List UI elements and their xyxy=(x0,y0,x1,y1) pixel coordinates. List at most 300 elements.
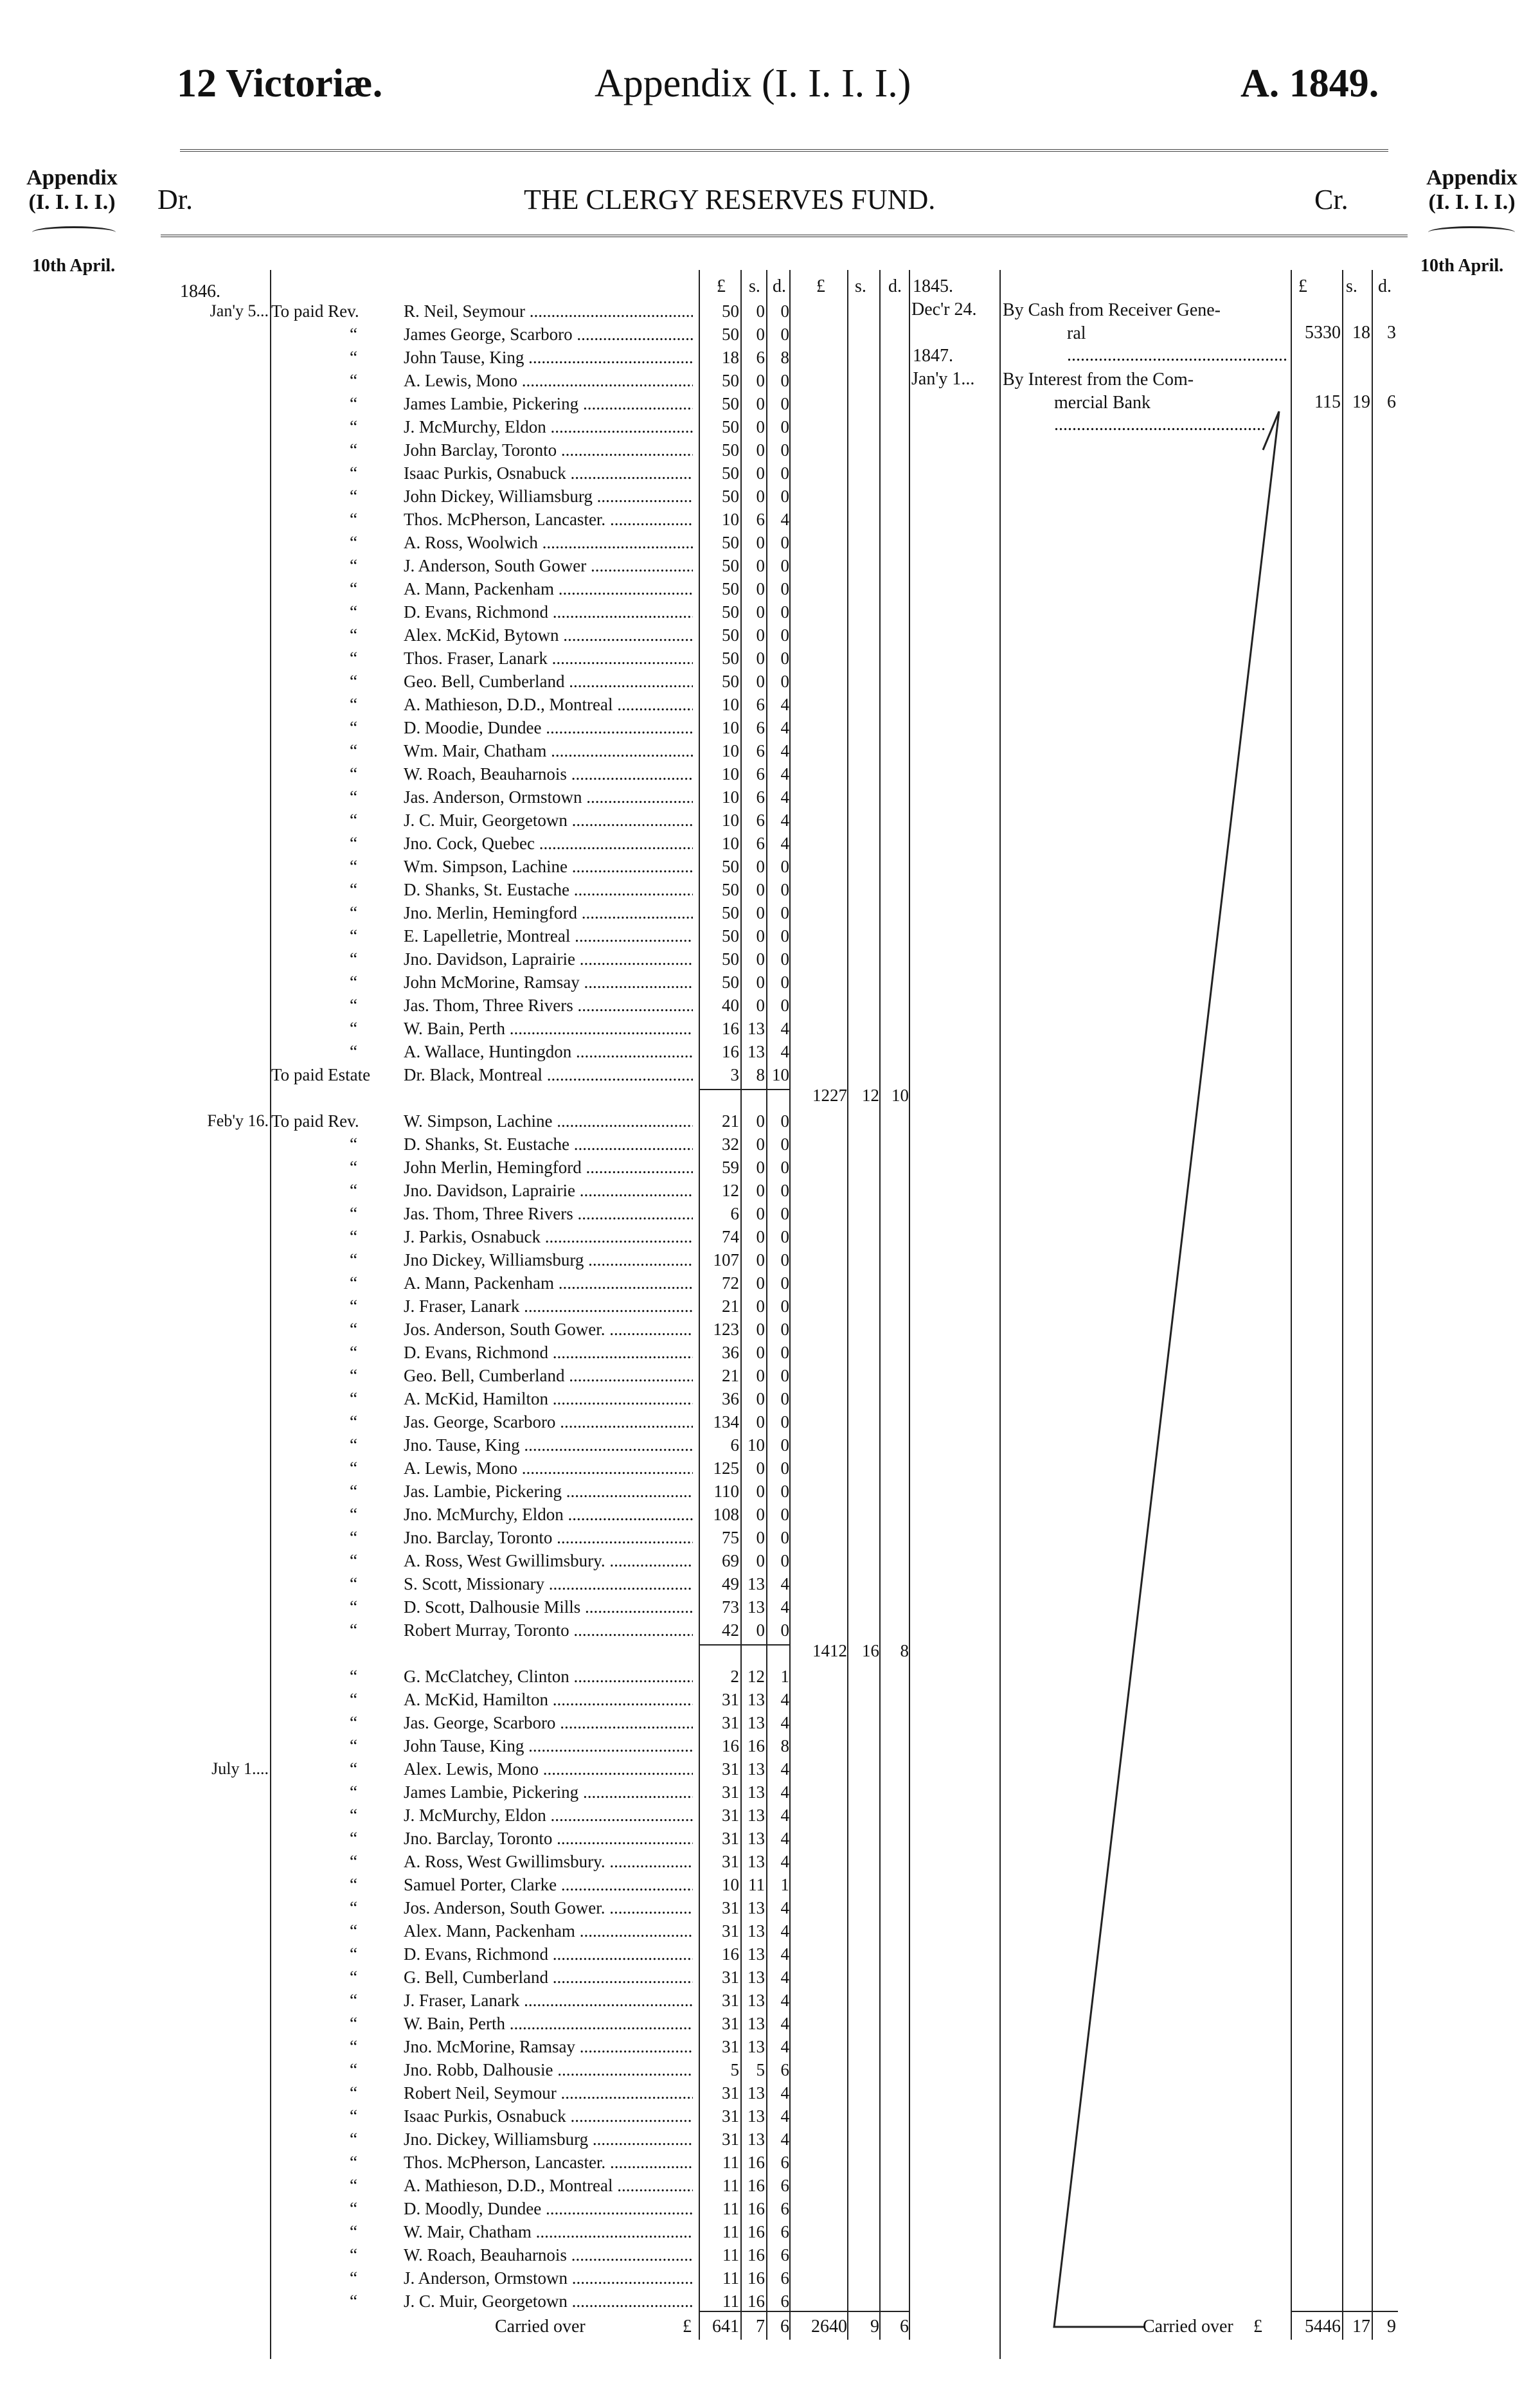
cell-l: 31 xyxy=(722,1759,739,1779)
cell-l: 50 xyxy=(722,417,739,436)
credit-amount-2-pound: 115 xyxy=(1314,392,1341,412)
cell-desc: Jno. McMorine, Ramsay ..... xyxy=(404,2035,693,2058)
cell-s: 0 xyxy=(756,1250,765,1269)
cell-desc: D. Evans, Richmond ..... xyxy=(404,1942,693,1966)
cell-d: 0 xyxy=(780,649,789,668)
cell-s: 0 xyxy=(756,602,765,622)
cell-s: 13 xyxy=(748,1991,765,2010)
debit-carried-total-pence: 6 xyxy=(900,2317,909,2337)
cell-d: 0 xyxy=(780,1111,789,1131)
cell-s: 13 xyxy=(748,1759,765,1779)
cell-d: 0 xyxy=(780,602,789,622)
cell-desc: Jas. Thom, Three Rivers ..... xyxy=(404,1202,693,1225)
side-note-right-line2: (I. I. I. I.) xyxy=(1428,190,1516,214)
cell-l: 10 xyxy=(722,811,739,830)
debit-carried-rule xyxy=(699,2311,909,2312)
cell-desc: J. C. Muir, Georgetown ..... xyxy=(404,2290,693,2313)
cell-d: 0 xyxy=(780,463,789,483)
cell-ditto: “ xyxy=(350,1158,357,1177)
cell-ditto: “ xyxy=(350,2060,357,2079)
cell-ditto: “ xyxy=(350,440,357,460)
cell-d: 0 xyxy=(780,487,789,506)
cell-ditto: “ xyxy=(350,1389,357,1408)
cell-d: 4 xyxy=(780,787,789,807)
cell-l: 134 xyxy=(713,1412,739,1431)
cell-s: 0 xyxy=(756,371,765,390)
cell-desc: A. Mathieson, D.D., Montreal ..... xyxy=(404,693,693,716)
cell-ditto: “ xyxy=(350,926,357,946)
cell-desc: John Barclay, Toronto ..... xyxy=(404,438,693,462)
cell-s: 6 xyxy=(756,510,765,529)
cell-desc: John Dickey, Williamsburg ..... xyxy=(404,485,693,508)
cell-desc: Thos. McPherson, Lancaster. ..... xyxy=(404,2151,693,2174)
cell-l: 72 xyxy=(722,1273,739,1293)
cell-l: 6 xyxy=(730,1435,739,1455)
cell-ditto: “ xyxy=(350,903,357,922)
cell-desc: Jos. Anderson, South Gower. ..... xyxy=(404,1896,693,1919)
credit-amount-2-pence: 6 xyxy=(1387,392,1396,412)
cell-l: 11 xyxy=(722,2176,739,2195)
cell-d: 4 xyxy=(780,1898,789,1917)
cell-d: 0 xyxy=(780,996,789,1015)
cell-l: 50 xyxy=(722,371,739,390)
cell-l: 16 xyxy=(722,1019,739,1038)
cell-desc: W. Bain, Perth ..... xyxy=(404,1017,693,1040)
cell-l: 31 xyxy=(722,1713,739,1732)
cell-s: 0 xyxy=(756,1273,765,1293)
side-note-left-line2: (I. I. I. I.) xyxy=(28,190,116,214)
cell-ditto: “ xyxy=(350,625,357,645)
cell-desc: Jno. Davidson, Laprairie ..... xyxy=(404,1179,693,1202)
side-note-left-line1: Appendix xyxy=(26,166,118,190)
cell-desc: Isaac Purkis, Osnabuck ..... xyxy=(404,2104,693,2128)
cr-col-pence: d. xyxy=(1378,276,1392,296)
cell-date: Feb'y 16. xyxy=(207,1111,269,1130)
cell-s: 0 xyxy=(756,973,765,992)
cell-ditto: “ xyxy=(350,533,357,552)
cell-desc: A. Wallace, Huntingdon ..... xyxy=(404,1040,693,1063)
cell-ditto: “ xyxy=(350,2292,357,2311)
cell-s: 13 xyxy=(748,1574,765,1593)
credit-desc-1a: By Cash from Receiver Gene- xyxy=(1003,300,1221,320)
cell-s: 13 xyxy=(748,1898,765,1917)
cell-desc: Jno. Barclay, Toronto ..... xyxy=(404,1526,693,1549)
cell-s: 6 xyxy=(756,811,765,830)
cell-ditto: “ xyxy=(350,1968,357,1987)
cell-desc: Jno. Davidson, Laprairie ..... xyxy=(404,947,693,971)
cell-d: 0 xyxy=(780,533,789,552)
cell-ditto: “ xyxy=(350,2083,357,2103)
cell-d: 4 xyxy=(780,510,789,529)
cell-desc: Robert Murray, Toronto ..... xyxy=(404,1619,693,1642)
cell-s: 0 xyxy=(756,1528,765,1547)
cell-desc: Alex. Mann, Packenham ..... xyxy=(404,1919,693,1942)
cell-s: 0 xyxy=(756,417,765,436)
cell-s: 0 xyxy=(756,672,765,691)
credit-year-2: 1847. xyxy=(913,346,953,366)
cell-desc: E. Lapelletrie, Montreal ..... xyxy=(404,924,693,947)
cell-d: 0 xyxy=(780,1320,789,1339)
cell-l: 16 xyxy=(722,1944,739,1964)
cell-l: 16 xyxy=(722,1042,739,1061)
cell-ditto: “ xyxy=(350,764,357,784)
cell-d: 0 xyxy=(780,556,789,575)
cell-l: 16 xyxy=(722,1736,739,1755)
cell-d: 0 xyxy=(780,440,789,460)
cell-d: 4 xyxy=(780,1574,789,1593)
cell-s: 0 xyxy=(756,1158,765,1177)
subtotal-s: 16 xyxy=(862,1641,879,1660)
cell-desc: Jno Dickey, Williamsburg ..... xyxy=(404,1248,693,1271)
cell-l: 31 xyxy=(722,1829,739,1848)
cell-desc: Thos. Fraser, Lanark ..... xyxy=(404,647,693,670)
cell-s: 0 xyxy=(756,857,765,876)
cell-s: 0 xyxy=(756,1366,765,1385)
cell-l: 50 xyxy=(722,579,739,598)
cell-s: 6 xyxy=(756,787,765,807)
cell-d: 4 xyxy=(780,1921,789,1941)
cell-l: 10 xyxy=(722,741,739,760)
cell-ditto: “ xyxy=(350,973,357,992)
cell-ditto: “ xyxy=(350,1042,357,1061)
cell-ditto: “ xyxy=(350,1782,357,1802)
credit-carried-pound: 5446 xyxy=(1305,2317,1341,2337)
cell-ditto: “ xyxy=(350,718,357,737)
cell-l: 50 xyxy=(722,602,739,622)
cell-l: 31 xyxy=(722,1968,739,1987)
cell-desc: W. Simpson, Lachine ..... xyxy=(404,1109,693,1133)
cell-s: 6 xyxy=(756,834,765,853)
cell-desc: W. Roach, Beauharnois ..... xyxy=(404,762,693,785)
cell-l: 11 xyxy=(722,2292,739,2311)
cell-ditto: “ xyxy=(350,2176,357,2195)
cr-label: Cr. xyxy=(1314,184,1348,215)
cell-l: 31 xyxy=(722,2037,739,2056)
cell-l: 31 xyxy=(722,1921,739,1941)
cell-desc: Jas. Lambie, Pickering ..... xyxy=(404,1480,693,1503)
cell-s: 0 xyxy=(756,579,765,598)
cell-d: 0 xyxy=(780,394,789,413)
cell-d: 6 xyxy=(780,2245,789,2265)
cell-ditto: “ xyxy=(350,996,357,1015)
cell-desc: Jno. Barclay, Toronto ..... xyxy=(404,1827,693,1850)
cell-desc: J. Fraser, Lanark ..... xyxy=(404,1989,693,2012)
cell-d: 4 xyxy=(780,1852,789,1871)
cell-desc: James Lambie, Pickering ..... xyxy=(404,1781,693,1804)
cell-ditto: “ xyxy=(350,811,357,830)
cell-d: 0 xyxy=(780,1505,789,1524)
cell-l: 74 xyxy=(722,1227,739,1246)
cell-l: 50 xyxy=(722,394,739,413)
cell-l: 50 xyxy=(722,556,739,575)
cell-d: 8 xyxy=(780,1736,789,1755)
cell-ditto: “ xyxy=(350,487,357,506)
cell-d: 0 xyxy=(780,1181,789,1200)
cell-l: 50 xyxy=(722,926,739,946)
cell-d: 4 xyxy=(780,2130,789,2149)
cell-l: 31 xyxy=(722,2130,739,2149)
cell-desc: John Merlin, Hemingford ..... xyxy=(404,1156,693,1179)
debit-carried-pound: 641 xyxy=(712,2317,739,2337)
cell-s: 6 xyxy=(756,348,765,367)
cell-d: 4 xyxy=(780,741,789,760)
cell-s: 16 xyxy=(748,2176,765,2195)
cell-l: 50 xyxy=(722,463,739,483)
cell-desc: W. Roach, Beauharnois ..... xyxy=(404,2243,693,2266)
cell-s: 13 xyxy=(748,1019,765,1038)
cell-s: 13 xyxy=(748,1968,765,1987)
cell-l: 10 xyxy=(722,510,739,529)
cell-s: 0 xyxy=(756,625,765,645)
cell-desc: Jno. Merlin, Hemingford ..... xyxy=(404,901,693,924)
cell-ditto: “ xyxy=(350,1736,357,1755)
cell-l: 50 xyxy=(722,440,739,460)
cell-desc: A. Ross, West Gwillimsbury. ..... xyxy=(404,1549,693,1572)
header-right: A. 1849. xyxy=(1240,62,1379,105)
cr-col-pound: £ xyxy=(1298,276,1307,296)
cell-ditto: “ xyxy=(350,602,357,622)
cell-ditto: “ xyxy=(350,1898,357,1917)
cell-l: 75 xyxy=(722,1528,739,1547)
cell-s: 6 xyxy=(756,695,765,714)
cell-d: 0 xyxy=(780,325,789,344)
cell-s: 13 xyxy=(748,1597,765,1617)
cell-s: 0 xyxy=(756,1458,765,1478)
cell-ditto: “ xyxy=(350,1458,357,1478)
cell-s: 6 xyxy=(756,764,765,784)
cell-l: 21 xyxy=(722,1111,739,1131)
credit-desc-1b: ral ..... xyxy=(1067,323,1289,366)
cell-l: 50 xyxy=(722,880,739,899)
cell-d: 0 xyxy=(780,1343,789,1362)
cell-s: 0 xyxy=(756,880,765,899)
cell-desc: A. Ross, West Gwillimsbury. ..... xyxy=(404,1850,693,1873)
cell-ditto: “ xyxy=(350,741,357,760)
cell-d: 6 xyxy=(780,2292,789,2311)
cell-ditto: “ xyxy=(350,1852,357,1871)
cell-desc: G. McClatchey, Clinton ..... xyxy=(404,1665,693,1688)
cell-ditto: “ xyxy=(350,1343,357,1362)
cell-d: 0 xyxy=(780,1296,789,1316)
cell-desc: Robert Neil, Seymour ..... xyxy=(404,2081,693,2104)
cell-ditto: “ xyxy=(350,2106,357,2126)
cell-d: 0 xyxy=(780,1528,789,1547)
cell-d: 8 xyxy=(780,348,789,367)
cell-l: 50 xyxy=(722,533,739,552)
credit-carried-rule xyxy=(1292,2311,1398,2312)
cell-s: 16 xyxy=(748,2222,765,2241)
cell-ditto: “ xyxy=(350,1991,357,2010)
cell-d: 6 xyxy=(780,2222,789,2241)
cell-ditto: “ xyxy=(350,1528,357,1547)
cell-s: 13 xyxy=(748,1829,765,1848)
cell-desc: J. McMurchy, Eldon ..... xyxy=(404,1804,693,1827)
cell-s: 13 xyxy=(748,1852,765,1871)
debit-carried-label: Carried over xyxy=(495,2317,586,2337)
cell-d: 0 xyxy=(780,1227,789,1246)
cell-desc: W. Bain, Perth ..... xyxy=(404,2012,693,2035)
cell-desc: J. Fraser, Lanark ..... xyxy=(404,1295,693,1318)
cell-ditto: “ xyxy=(350,2222,357,2241)
cell-l: 2 xyxy=(730,1667,739,1686)
cell-ditto: “ xyxy=(350,672,357,691)
credit-carried-shilling: 17 xyxy=(1352,2317,1370,2337)
cell-ditto: “ xyxy=(350,463,357,483)
cell-d: 0 xyxy=(780,625,789,645)
cell-ditto: “ xyxy=(350,1944,357,1964)
cell-date: Jan'y 5... xyxy=(210,301,269,320)
cell-d: 4 xyxy=(780,764,789,784)
cell-s: 6 xyxy=(756,741,765,760)
fund-title: THE CLERGY RESERVES FUND. xyxy=(524,184,936,215)
cell-ditto: “ xyxy=(350,2153,357,2172)
cell-ditto: “ xyxy=(350,1435,357,1455)
cell-desc: A. McKid, Hamilton ..... xyxy=(404,1688,693,1711)
cell-d: 0 xyxy=(780,371,789,390)
cell-l: 50 xyxy=(722,903,739,922)
cell-desc: Jas. Anderson, Ormstown ..... xyxy=(404,785,693,809)
cell-desc: John Tause, King ..... xyxy=(404,346,693,369)
cell-desc: J. McMurchy, Eldon ..... xyxy=(404,415,693,438)
credit-amount-1-shilling: 18 xyxy=(1352,323,1370,343)
cell-l: 50 xyxy=(722,301,739,321)
cell-ditto: “ xyxy=(350,1759,357,1779)
cell-ditto: “ xyxy=(350,1620,357,1640)
cell-s: 0 xyxy=(756,556,765,575)
cell-ditto: “ xyxy=(350,325,357,344)
cell-desc: Alex. McKid, Bytown ..... xyxy=(404,623,693,647)
cr-col-shilling: s. xyxy=(1346,276,1357,296)
cell-d: 0 xyxy=(780,1435,789,1455)
cell-l: 31 xyxy=(722,1991,739,2010)
cell-l: 12 xyxy=(722,1181,739,1200)
cell-ditto: “ xyxy=(350,579,357,598)
cell-desc: D. Evans, Richmond ..... xyxy=(404,1341,693,1364)
cell-l: 31 xyxy=(722,1806,739,1825)
cell-s: 16 xyxy=(748,2268,765,2288)
side-date-left: 10th April. xyxy=(32,256,116,276)
cell-d: 0 xyxy=(780,1412,789,1431)
cell-s: 0 xyxy=(756,1482,765,1501)
cell-l: 50 xyxy=(722,487,739,506)
cell-l: 36 xyxy=(722,1343,739,1362)
cell-d: 4 xyxy=(780,1944,789,1964)
cell-ditto: “ xyxy=(350,1806,357,1825)
cell-d: 0 xyxy=(780,1366,789,1385)
cell-d: 4 xyxy=(780,1991,789,2010)
cell-s: 13 xyxy=(748,2130,765,2149)
cell-s: 10 xyxy=(748,1435,765,1455)
cell-desc: Wm. Mair, Chatham ..... xyxy=(404,739,693,762)
cell-l: 108 xyxy=(713,1505,739,1524)
cell-s: 16 xyxy=(748,2199,765,2218)
cell-ditto: “ xyxy=(350,2268,357,2288)
cell-desc: J. C. Muir, Georgetown ..... xyxy=(404,809,693,832)
cell-l: 11 xyxy=(722,2199,739,2218)
cell-pre: To paid Rev. xyxy=(271,301,359,321)
cell-d: 4 xyxy=(780,1019,789,1038)
cell-l: 123 xyxy=(713,1320,739,1339)
cell-d: 0 xyxy=(780,857,789,876)
cell-d: 1 xyxy=(780,1667,789,1686)
cell-l: 50 xyxy=(722,672,739,691)
cell-desc: D. Moodie, Dundee ..... xyxy=(404,716,693,739)
cell-d: 0 xyxy=(780,1204,789,1223)
cell-s: 13 xyxy=(748,1944,765,1964)
cell-s: 13 xyxy=(748,2037,765,2056)
cell-ditto: “ xyxy=(350,1667,357,1686)
cell-ditto: “ xyxy=(350,417,357,436)
cell-s: 13 xyxy=(748,2014,765,2033)
cell-l: 11 xyxy=(722,2245,739,2265)
cell-desc: John McMorine, Ramsay ..... xyxy=(404,971,693,994)
cell-ditto: “ xyxy=(350,695,357,714)
cell-l: 107 xyxy=(713,1250,739,1269)
cell-desc: A. Ross, Woolwich ..... xyxy=(404,531,693,554)
cell-desc: A. Lewis, Mono ..... xyxy=(404,1457,693,1480)
cell-l: 11 xyxy=(722,2268,739,2288)
cell-s: 0 xyxy=(756,949,765,969)
cell-l: 10 xyxy=(722,1875,739,1894)
cell-l: 50 xyxy=(722,857,739,876)
cell-desc: D. Moodly, Dundee ..... xyxy=(404,2197,693,2220)
cell-desc: A. Mann, Packenham ..... xyxy=(404,1271,693,1295)
cell-l: 125 xyxy=(713,1458,739,1478)
cell-ditto: “ xyxy=(350,1551,357,1570)
cell-d: 0 xyxy=(780,1458,789,1478)
cell-ditto: “ xyxy=(350,1019,357,1038)
cell-d: 4 xyxy=(780,695,789,714)
cell-ditto: “ xyxy=(350,1296,357,1316)
cell-s: 16 xyxy=(748,2153,765,2172)
cell-desc: R. Neil, Seymour ..... xyxy=(404,300,693,323)
credit-carried-pound-sign: £ xyxy=(1253,2317,1262,2337)
cell-desc: Jno. Robb, Dalhousie ..... xyxy=(404,2058,693,2081)
cell-s: 0 xyxy=(756,1111,765,1131)
debit-carried-shilling: 7 xyxy=(756,2317,765,2337)
cell-s: 0 xyxy=(756,1551,765,1570)
cell-ditto: “ xyxy=(350,1366,357,1385)
cell-d: 0 xyxy=(780,926,789,946)
cell-s: 0 xyxy=(756,1343,765,1362)
cell-d: 4 xyxy=(780,2037,789,2056)
cell-l: 50 xyxy=(722,625,739,645)
credit-carried-pence: 9 xyxy=(1387,2317,1396,2337)
credit-year-1: 1845. xyxy=(913,276,953,296)
cell-l: 10 xyxy=(722,695,739,714)
cell-d: 0 xyxy=(780,1250,789,1269)
cell-d: 4 xyxy=(780,718,789,737)
cell-desc: Geo. Bell, Cumberland ..... xyxy=(404,1364,693,1387)
cell-desc: Jno. Cock, Quebec ..... xyxy=(404,832,693,855)
credit-amount-2-shilling: 19 xyxy=(1352,392,1370,412)
cell-d: 6 xyxy=(780,2199,789,2218)
cell-ditto: “ xyxy=(350,1250,357,1269)
cell-s: 0 xyxy=(756,1505,765,1524)
cell-l: 11 xyxy=(722,2153,739,2172)
cell-d: 0 xyxy=(780,1273,789,1293)
cell-l: 11 xyxy=(722,2222,739,2241)
cell-pre: To paid Rev. xyxy=(271,1111,359,1131)
cell-d: 4 xyxy=(780,1713,789,1732)
cell-l: 50 xyxy=(722,973,739,992)
cell-l: 18 xyxy=(722,348,739,367)
cell-s: 13 xyxy=(748,1782,765,1802)
cell-s: 0 xyxy=(756,1320,765,1339)
cell-l: 6 xyxy=(730,1204,739,1223)
cell-d: 4 xyxy=(780,2106,789,2126)
cell-s: 0 xyxy=(756,533,765,552)
